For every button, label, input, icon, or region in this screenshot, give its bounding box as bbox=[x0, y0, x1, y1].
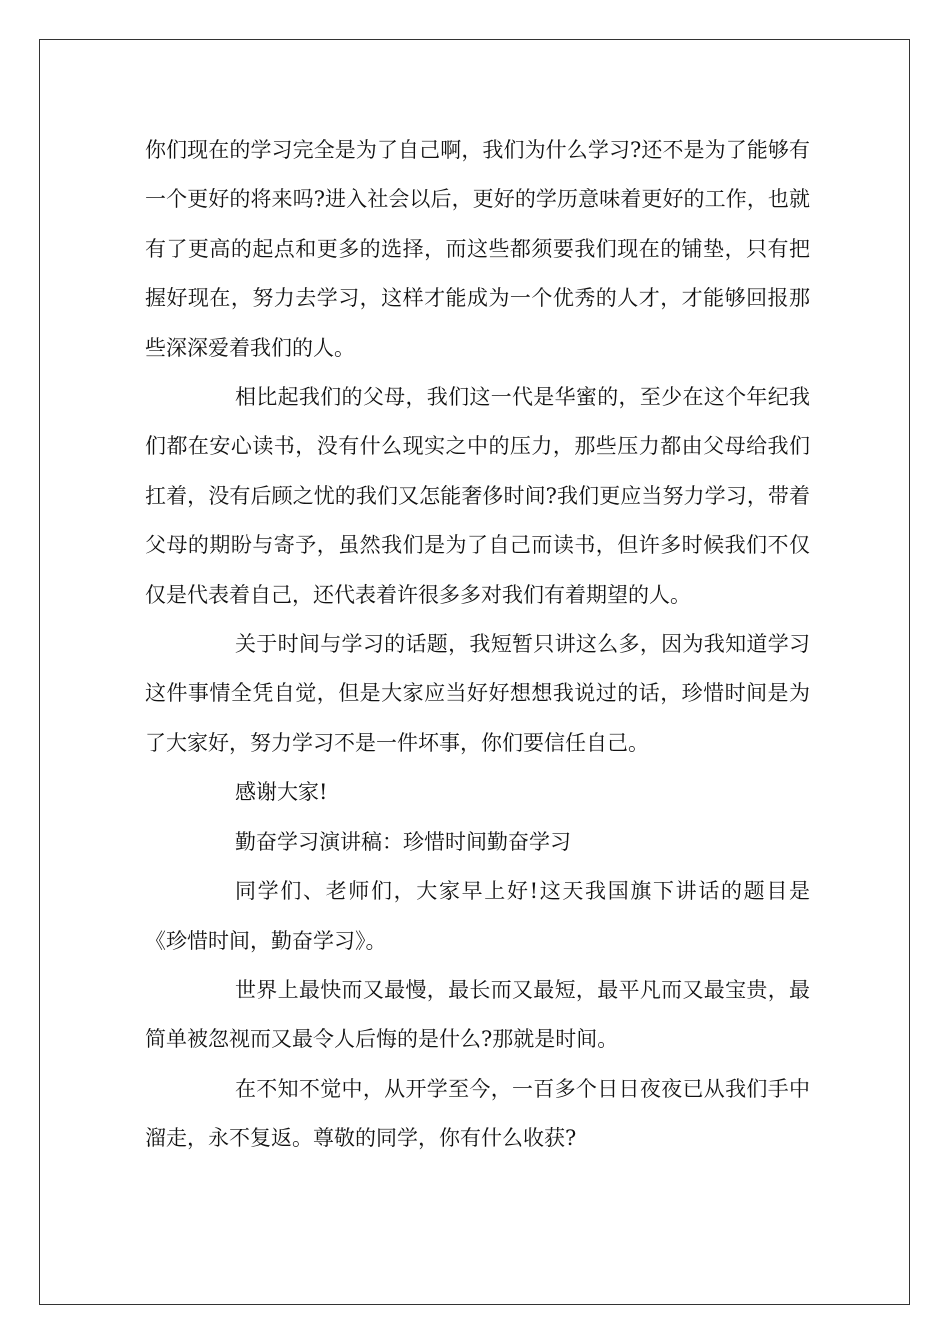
document-body bbox=[145, 126, 810, 1164]
paragraph-7: 在不知不觉中，从开学至今，一百多个日日夜夜已从我们手中溜走，永不复返。尊敬的同学，你有什么收获? bbox=[145, 1076, 810, 1151]
section-title: 勤奋学习演讲稿：珍惜时间勤奋学习 bbox=[235, 829, 571, 854]
paragraph-1: 你们现在的学习完全是为了自己啊，我们为什么学习?还不是为了能够有一个更好的将来吗?进入社会以后，更好的学历意味着更好的工作，也就有了更高的起点和更多的选择，而这些都须要我们现在的铺垫，只有把握好现在，努力去学习，这样才能成为一个优秀的人才，才能够回报那些深深爱着我们的人。 bbox=[145, 138, 810, 360]
paragraph-5: 同学们、老师们，大家早上好!这天我国旗下讲话的题目是《珍惜时间，勤奋学习》。 bbox=[145, 879, 810, 953]
paragraph-4: 感谢大家! bbox=[235, 780, 328, 805]
paragraph-6: 世界上最快而又最慢，最长而又最短，最平凡而又最宝贵，最简单被忽视而又最令人后悔的是什么?那就是时间。 bbox=[145, 977, 810, 1052]
paragraph-3: 关于时间与学习的话题，我短暂只讲这么多，因为我知道学习这件事情全凭自觉，但是大家应当好好想想我说过的话，珍惜时间是为了大家好，努力学习不是一件坏事，你们要信任自己。 bbox=[145, 632, 810, 755]
paragraph-2: 相比起我们的父母，我们这一代是华蜜的，至少在这个年纪我们都在安心读书，没有什么现实之中的压力，那些压力都由父母给我们扛着，没有后顾之忧的我们又怎能奢侈时间?我们更应当努力学习，带着父母的期盼与寄予，虽然我们是为了自己而读书，但许多时候我们不仅仅是代表着自己，还代表着许很多多对我们有着期望的人。 bbox=[145, 385, 810, 607]
